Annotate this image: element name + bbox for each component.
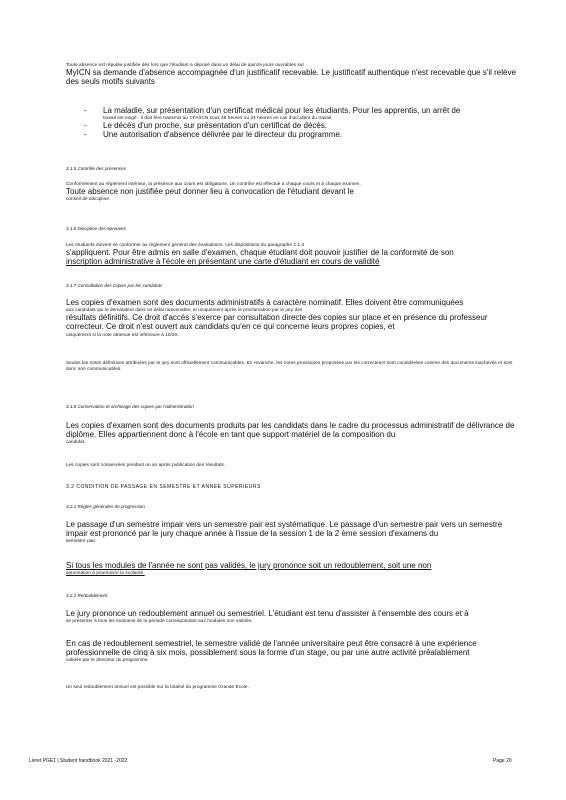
paragraph-small: validée par le directeur du programme.	[66, 657, 149, 663]
paragraph-semestriel	[66, 639, 518, 663]
paragraph-small: se présenter à tous les examens de la période correspondant aux modules non validés.	[66, 618, 253, 624]
paragraph-small: conseil de discipline.	[66, 196, 111, 202]
paragraph-big: s'appliquent. Pour être admis en salle d'examen, chaque étudiant doit pouvoir justifier de la conformité de son	[66, 248, 454, 257]
paragraph-absence-intro: Toute absence est réputée justifiée dès lors que l'étudiant a déposé dans un délai de quinze jours ouvrables sur	[66, 62, 305, 67]
paragraph-small: candidat.	[66, 439, 86, 445]
paragraph-absence-body: MyICN sa demande d'absence accompagnée d'un justificatif recevable. Le justificatif authentique n'est recevable que s'il relève des seuls motifs suivants	[66, 68, 516, 87]
section-body-3-1-5	[66, 181, 518, 202]
section-body-3-1-6	[66, 242, 518, 266]
section-heading-3-2-2: 3.2.2 Redoublement	[66, 593, 108, 598]
motif-text: Le décès d'un proche, sur présentation d'un certificat de décès.	[103, 121, 328, 131]
motif-detail: travail est exigé : il doit être transmis au CFA/ICN sous 48 heures ou 24 heures en cas d'accident du travail.	[103, 115, 333, 121]
paragraph-underlined-small: autorisation à poursuivre la scolarité.	[66, 570, 145, 576]
paragraph-notes: Seules les notes définitives attribuées par le jury sont officiellement communicables. En revanche, les notes provisoires proposées par les correcteurs sont considérées comme des documents inachevés et sont donc non communicables.	[66, 360, 513, 371]
section-heading-3-1-6: 3.1.6 Discipline des épreuves	[66, 226, 127, 231]
footer-page-number: Page 20	[493, 758, 512, 764]
section-body-3-2-2	[66, 609, 518, 624]
paragraph-big: Le passage d'un semestre impair vers un semestre pair est systématique. Le passage d'un semestre pair vers un semestre impair est prononcé par le jury chaque année à l'issue de la session 1 de la 2 ème session d'examens du	[66, 520, 503, 539]
paragraph-absence	[66, 62, 518, 86]
section-heading-3-1-7: 3.1.7 Consultation des copies par les candidats	[66, 283, 163, 288]
section-heading-3-1-8: 3.1.8 Conservation et archivage des copies par l'administration	[66, 404, 194, 409]
paragraph-redoublement-unique: Un seul redoublement annuel est possible sur la totalité du programme Grande Ecole.	[66, 684, 249, 689]
paragraph-big: Toute absence non justifiée peut donner lieu à convocation de l'étudiant devant le	[66, 187, 354, 196]
section-body-3-1-8	[66, 421, 518, 445]
paragraph-small: Les étudiants doivent se conformer au règlement général des évaluations. Les dispositions du paragraphe 1.1.3	[66, 242, 305, 247]
paragraph-conservation: Les copies sont conservées pendant un an après publication des résultats.	[66, 462, 226, 467]
section-body-3-2-1	[66, 520, 518, 544]
paragraph-big: En cas de redoublement semestriel, le semestre validé de l'année universitaire peut être consacré à une expérience professionnelle de cinq à six mois, possiblement sous la forme d'un stage, ou par une autre activité préalablement	[66, 639, 477, 658]
section-heading-3-1-5: 3.1.5 Contrôle des présences	[66, 166, 127, 171]
paragraph-big: Les copies d'examen sont des documents produits par les candidats dans le cadre du processus administratif de délivrance de diplôme. Elles appartiennent donc à l'école en tant que support matériel de la composition du	[66, 421, 515, 440]
paragraph-non-validation	[66, 561, 518, 576]
section-body-3-1-7	[66, 298, 518, 338]
motifs-list	[84, 106, 516, 140]
motif-text: La maladie, sur présentation d'un certificat médical pour les étudiants. Pour les apprentis, un arrêt de	[103, 106, 461, 115]
paragraph-small: aux candidats qui le demandent dans un délai raisonnable, et uniquement après la proclamation par le jury des	[66, 307, 303, 313]
paragraph-small: uniquement si la note obtenue est inférieure à 10/20.	[66, 331, 179, 337]
motif-text: Une autorisation d'absence délivrée par le directeur du programme.	[103, 130, 342, 140]
paragraph-underlined: Si tous les modules de l'année ne sont pas validés, le jury prononce soit un redoublement, soit une non	[66, 561, 432, 570]
list-item: - Le décès d'un proche, sur présentation d'un certificat de décès.	[84, 121, 516, 130]
section-heading-3-2-1: 3.2.1 Règles générales de progression	[66, 504, 145, 509]
paragraph-big: Les copies d'examen sont des documents administratifs à caractère nominatif. Elles doivent être communiquées	[66, 298, 464, 307]
paragraph-small: Conformément au règlement intérieur, la présence aux cours est obligatoire. Un contrôle est effectué à chaque cours et à chaque examen.	[66, 181, 361, 186]
paragraph-big: résultats définitifs. Ce droit d'accès s'exerce par consultation directe des copies sur place et en présence du professeur correcteur. Ce droit n'est ouvert aux candidats qu'en ce qui concerne leurs propres copies, et	[66, 313, 488, 332]
paragraph-small: semestre pair.	[66, 538, 97, 544]
paragraph-big: Le jury prononce un redoublement annuel ou semestriel. L'étudiant est tenu d'assister à l'ensemble des cours et à	[66, 609, 469, 618]
list-item: - La maladie, sur présentation d'un certificat médical pour les étudiants. Pour les apprentis, un arrêt de travail est exigé : il doit être transmis au CFA/ICN sous 48 heures ou 24 heures en cas d'accident du travail.	[84, 106, 516, 121]
list-item: - Une autorisation d'absence délivrée par le directeur du programme.	[84, 130, 516, 139]
section-heading-3-2: 3.2 CONDITION DE PASSAGE EN SEMESTRE ET ANNEE SUPERIEURS	[66, 484, 261, 490]
paragraph-underlined: inscription administrative à l'école en présentant une carte d'étudiant en cours de validité	[66, 257, 380, 267]
footer-left: Livret PGE1 | Student handbook 2021 -2022	[29, 758, 128, 764]
